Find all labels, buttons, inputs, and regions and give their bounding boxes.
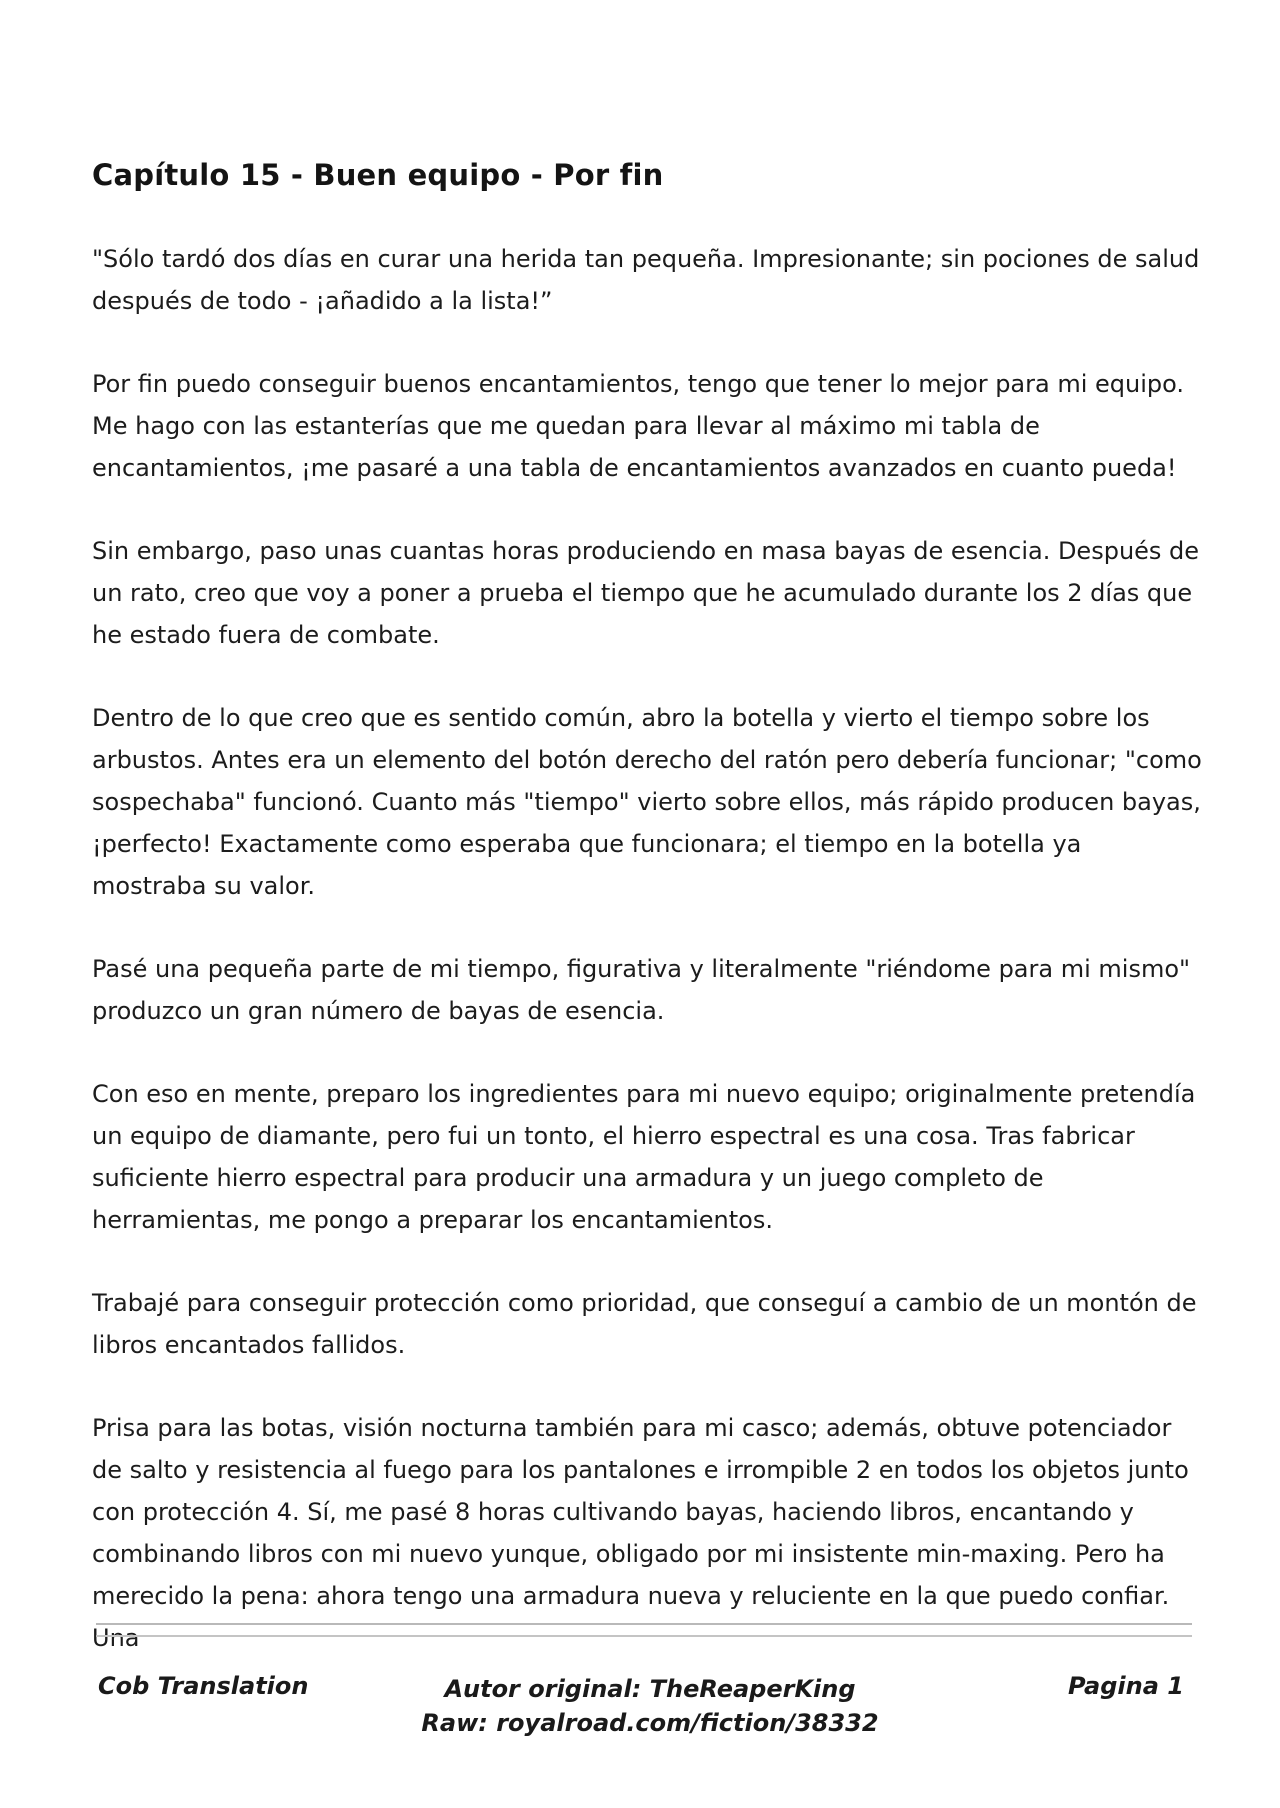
footer-raw-source: Raw: royalroad.com/fiction/38332 [421, 1709, 879, 1737]
paragraph: Trabajé para conseguir protección como prioridad, que conseguí a cambio de un montón de libros encantados fallidos. [92, 1289, 1197, 1359]
paragraph: "Sólo tardó dos días en curar una herida tan pequeña. Impresionante; sin pociones de salud después de todo - ¡añadido a la lista!” [92, 245, 1200, 315]
chapter-title: Capítulo 15 - Buen equipo - Por fin [92, 158, 664, 192]
footer-page-number: Pagina 1 [1068, 1672, 1184, 1700]
chapter-body [92, 238, 1202, 1700]
paragraph: Prisa para las botas, visión nocturna también para mi casco; además, obtuve potenciador de salto y resistencia al fuego para los pantalones e irrompible 2 en todos los objetos junto con protección 4. Sí, me pasé 8 horas cultivando bayas, haciendo libros, encantando y combinando libros con mi nuevo yunque, obligado por mi insistente min-maxing. Pero ha merecido la pena: ahora tengo una armadura nueva y reluciente en la que puedo confiar. Una [92, 1414, 1189, 1652]
footer-author: Autor original: TheReaperKing [444, 1675, 856, 1703]
paragraph: Pasé una pequeña parte de mi tiempo, figurativa y literalmente "riéndome para mi mismo" produzco un gran número de bayas de esencia. [92, 955, 1191, 1025]
paragraph: Por fin puedo conseguir buenos encantamientos, tengo que tener lo mejor para mi equipo. Me hago con las estanterías que me quedan para llevar al máximo mi tabla de encantamientos, ¡me pasaré a una tabla de encantamientos avanzados en cuanto pueda! [92, 370, 1185, 482]
paragraph: Dentro de lo que creo que es sentido común, abro la botella y vierto el tiempo sobre los arbustos. Antes era un elemento del botón derecho del ratón pero debería funcionar; "como sospechaba" funcionó. Cuanto más "tiempo" vierto sobre ellos, más rápido producen bayas, ¡perfecto! Exactamente como esperaba que funcionara; el tiempo en la botella ya mostraba su valor. [92, 704, 1202, 900]
footer-divider-bottom [96, 1635, 1192, 1637]
paragraph: Con eso en mente, preparo los ingredientes para mi nuevo equipo; originalmente pretendía un equipo de diamante, pero fui un tonto, el hierro espectral es una cosa. Tras fabricar suficiente hierro espectral para producir una armadura y un juego completo de herramientas, me pongo a preparar los encantamientos. [92, 1080, 1196, 1234]
paragraph: Sin embargo, paso unas cuantas horas produciendo en masa bayas de esencia. Después de un rato, creo que voy a poner a prueba el tiempo que he acumulado durante los 2 días que he estado fuera de combate. [92, 537, 1200, 649]
footer-translator: Cob Translation [98, 1672, 309, 1700]
footer-divider-top [96, 1623, 1192, 1625]
footer-credits [330, 1672, 970, 1740]
